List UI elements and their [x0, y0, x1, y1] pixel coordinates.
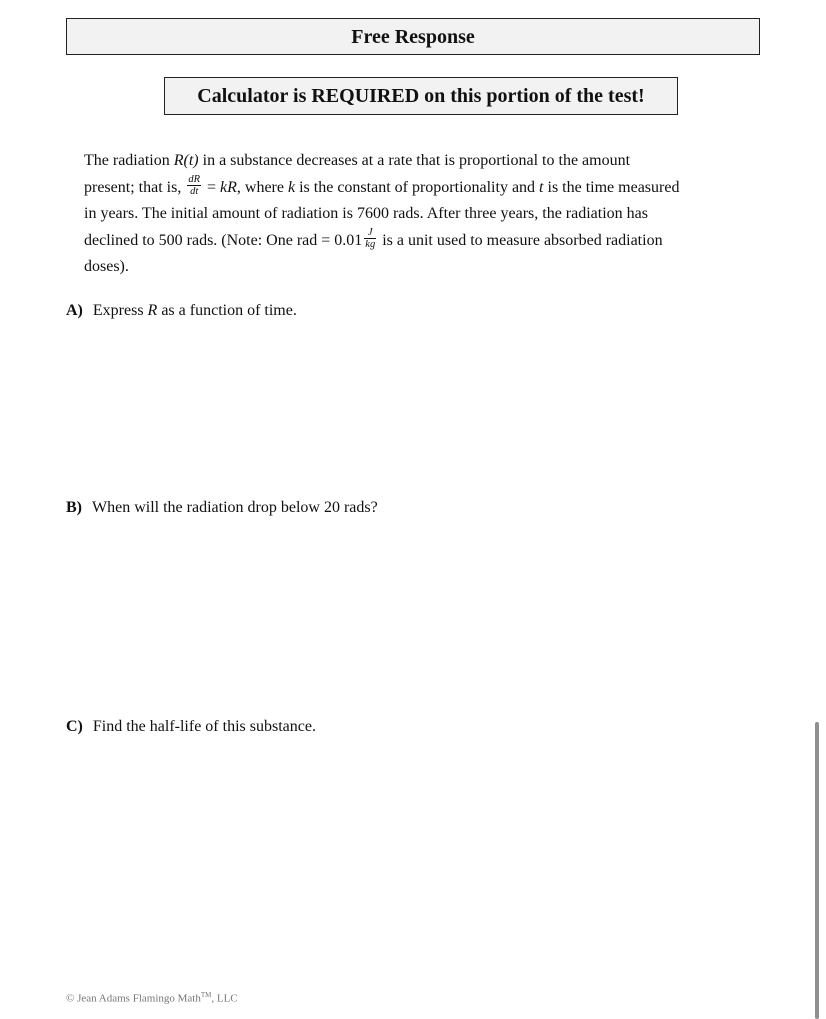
question-part-c — [66, 718, 316, 736]
problem-text: = — [202, 178, 221, 196]
copyright-footer — [66, 991, 238, 1005]
problem-text: is the time measured — [543, 178, 680, 196]
part-letter: C) — [66, 718, 83, 735]
t-variable: t — [539, 178, 544, 196]
radiation-function: R(t) — [173, 152, 199, 169]
kr-expression: kR — [220, 178, 237, 196]
fraction-denominator: dt — [190, 186, 199, 198]
problem-statement — [84, 148, 744, 281]
problem-text: The radiation — [84, 152, 174, 169]
unit-fraction — [364, 227, 376, 250]
question-part-b — [66, 499, 378, 517]
part-letter: B) — [66, 499, 82, 516]
part-text: Find the half-life of this substance. — [92, 718, 316, 735]
scrollbar[interactable] — [815, 722, 819, 1019]
problem-text: in a substance decreases at a rate that is proportional to the amount — [198, 152, 631, 169]
fraction-numerator: J — [364, 227, 376, 239]
problem-text: , where — [236, 178, 288, 196]
r-variable: R — [147, 302, 158, 319]
part-text: Express — [92, 302, 148, 319]
problem-text: is the constant of proportionality and — [295, 178, 540, 196]
page-title: Free Response — [66, 18, 760, 55]
copyright-suffix: , LLC — [211, 992, 238, 1005]
part-letter: A) — [66, 302, 83, 319]
copyright-text: © Jean Adams Flamingo Math — [66, 992, 201, 1005]
problem-text: present; that is, — [84, 178, 186, 196]
calculator-notice: Calculator is REQUIRED on this portion of the test! — [164, 77, 678, 115]
part-text: When will the radiation drop below 20 rads? — [92, 499, 378, 516]
problem-text: declined to 500 rads. (Note: One rad = 0.01 — [84, 231, 363, 249]
part-text: as a function of time. — [157, 302, 297, 319]
problem-text: doses). — [84, 258, 129, 275]
k-variable: k — [287, 178, 296, 196]
fraction-denominator: kg — [365, 239, 376, 251]
fraction-numerator: dR — [188, 174, 200, 186]
question-part-a — [66, 302, 297, 320]
trademark-mark: TM — [200, 991, 212, 999]
problem-text: in years. The initial amount of radiation is 7600 rads. After three years, the radiation has — [84, 205, 648, 222]
problem-text: is a unit used to measure absorbed radiation — [378, 231, 663, 249]
derivative-fraction — [187, 174, 201, 197]
